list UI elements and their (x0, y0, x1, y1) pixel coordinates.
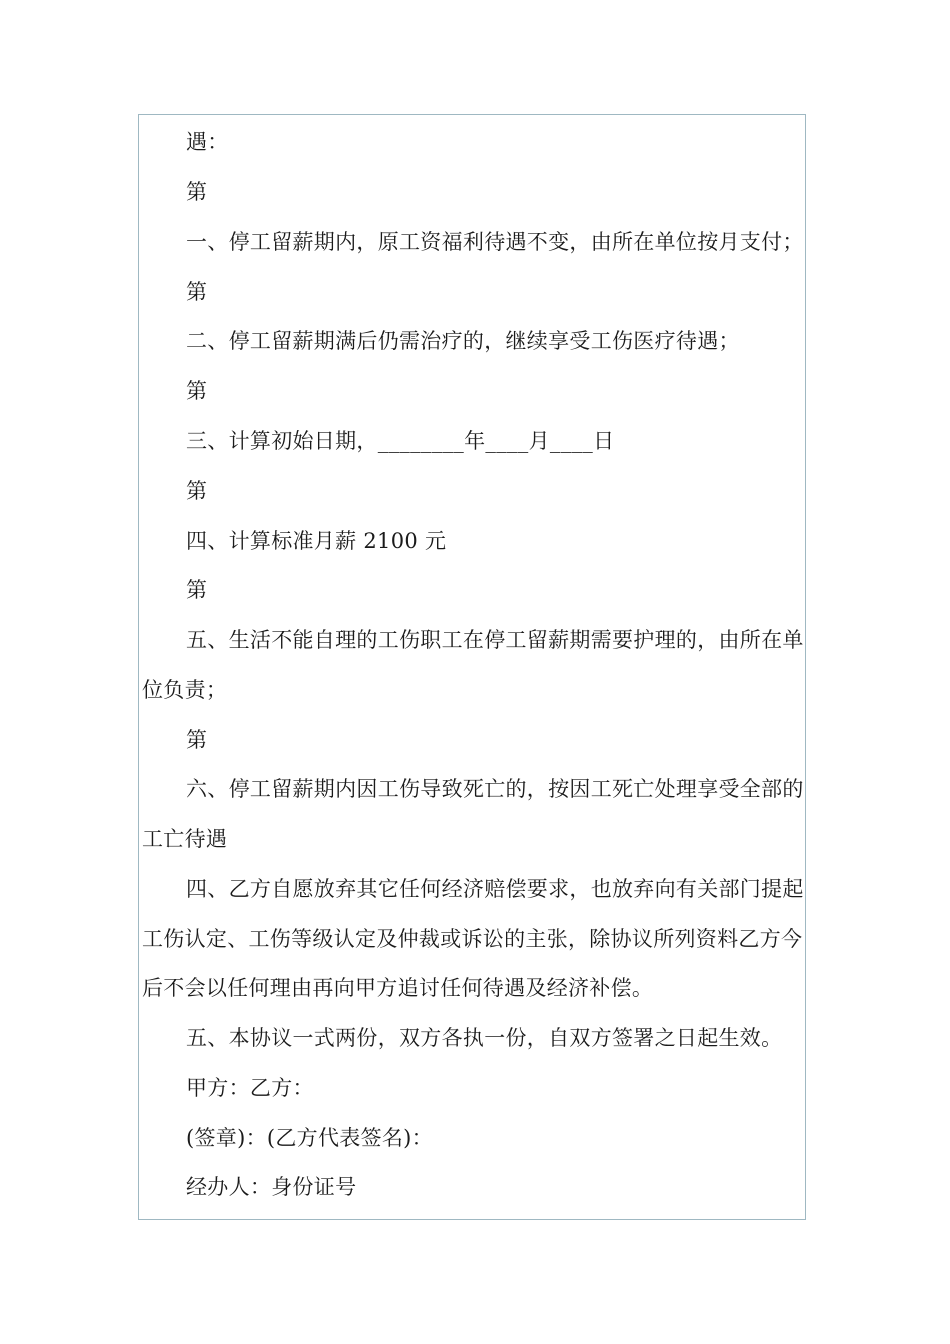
text-line: 经办人：身份证号 (186, 1175, 357, 1199)
text-line: 工亡待遇 (142, 827, 228, 851)
text-line: 六、停工留薪期内因工伤导致死亡的，按因工死亡处理享受全部的 (186, 777, 804, 801)
text-line: 四、计算标准月薪 2100 元 (186, 529, 447, 553)
text-line: 第 (186, 479, 208, 503)
text-line: 第 (186, 379, 208, 403)
text-line: 后不会以任何理由再向甲方追讨任何待遇及经济补偿。 (142, 976, 654, 1000)
text-line: 甲方：乙方： (186, 1076, 314, 1100)
text-line: 二、停工留薪期满后仍需治疗的，继续享受工伤医疗待遇； (186, 329, 740, 353)
text-line: 第 (186, 728, 208, 752)
text-line: 第 (186, 180, 208, 204)
text-line: 位负责； (142, 678, 228, 702)
text-line: 四、乙方自愿放弃其它任何经济赔偿要求，也放弃向有关部门提起 (186, 877, 804, 901)
text-line: 五、生活不能自理的工伤职工在停工留薪期需要护理的，由所在单 (186, 628, 804, 652)
text-line: (签章)：(乙方代表签名)： (186, 1126, 433, 1150)
text-line: 三、计算初始日期，________年____月____日 (186, 429, 615, 453)
text-line: 第 (186, 578, 208, 602)
text-line: 第 (186, 280, 208, 304)
text-line: 工伤认定、工伤等级认定及仲裁或诉讼的主张，除协议所列资料乙方今 (142, 927, 803, 951)
text-line: 一、停工留薪期内，原工资福利待遇不变，由所在单位按月支付； (186, 230, 804, 254)
text-line: 遇： (186, 130, 229, 154)
text-line: 五、本协议一式两份，双方各执一份，自双方签署之日起生效。 (186, 1026, 783, 1050)
